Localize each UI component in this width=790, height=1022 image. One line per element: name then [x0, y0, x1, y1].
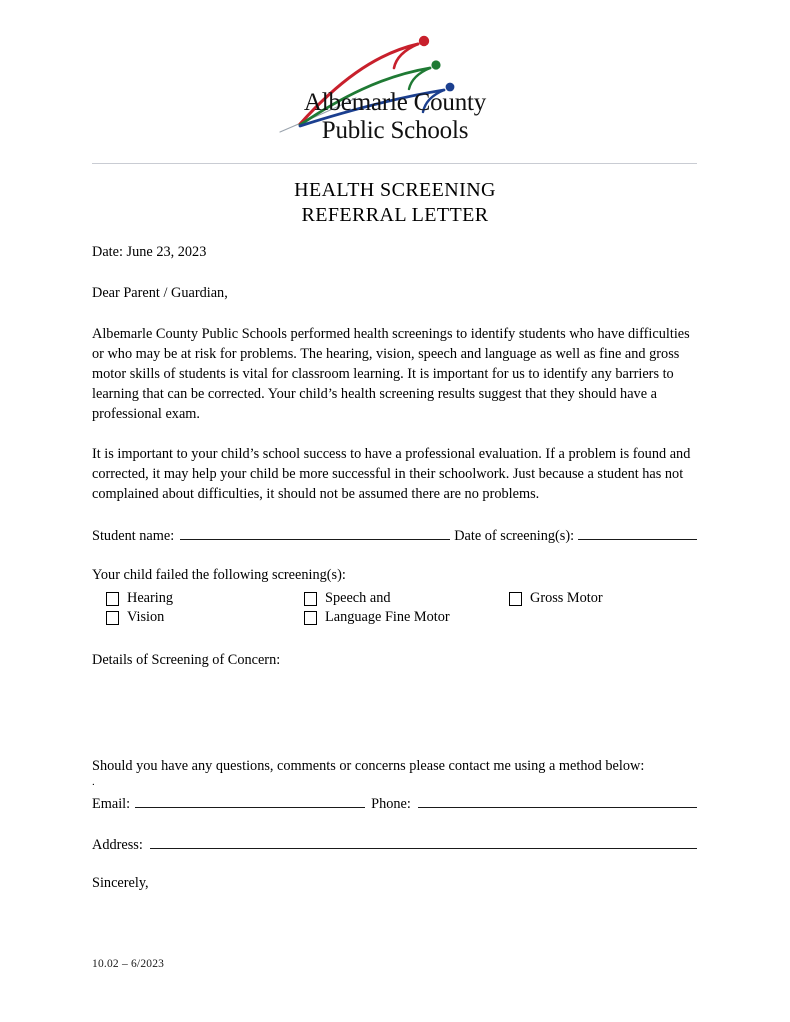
screening-option-speech-and-label: Speech and	[325, 590, 391, 606]
school-logo	[0, 32, 790, 152]
letter-body	[92, 242, 697, 893]
closing: Sincerely,	[92, 875, 149, 891]
screening-option-vision-label: Vision	[127, 609, 165, 625]
page-title-line-2: REFERRAL LETTER	[301, 204, 489, 226]
phone-input[interactable]	[418, 793, 697, 808]
screening-section-heading: Your child failed the following screening(s):	[92, 567, 346, 583]
footer-revision-code: 10.02 – 6/2023	[92, 958, 165, 970]
page-title	[0, 178, 790, 228]
header-divider	[92, 163, 697, 164]
page-title-line-1: HEALTH SCREENING	[294, 179, 496, 201]
checkbox-gross-motor-icon[interactable]	[509, 592, 522, 606]
screening-date-label: Date of screening(s):	[454, 528, 575, 544]
paragraph-2: It is important to your child’s school success to have a professional evaluation. If a problem is found and corrected, it may help your child be more successful in their schoolwork. Just because a student has not complained about difficulties, it should not be assumed there are no problems.	[92, 446, 691, 502]
phone-label: Phone:	[371, 796, 411, 812]
screening-option-language-fine-motor-label: Language Fine Motor	[325, 609, 450, 625]
details-of-concern-input[interactable]	[92, 670, 697, 756]
details-of-concern-label: Details of Screening of Concern:	[92, 652, 281, 668]
checkbox-hearing-icon[interactable]	[106, 592, 119, 606]
checkbox-speech-and-icon[interactable]	[304, 592, 317, 606]
logo-wordmark	[278, 90, 513, 143]
screening-option-hearing[interactable]	[106, 589, 173, 608]
student-info-row	[92, 525, 697, 546]
address-input[interactable]	[150, 834, 697, 849]
email-input[interactable]	[135, 793, 365, 808]
paragraph-1: Albemarle County Public Schools performed health screenings to identify students who have difficulties or who may be at risk for problems. The hearing, vision, speech and language as well as fine and gross motor skills of students is vital for classroom learning. It is important for us to identify any barriers to learning that can be corrected. Your child’s health screening results suggest that they should have a professional exam.	[92, 326, 690, 422]
screening-option-gross-motor-label: Gross Motor	[530, 590, 603, 606]
logo-line-2: Public Schools	[321, 117, 469, 144]
screening-option-language-fine-motor[interactable]	[304, 608, 450, 627]
screening-date-input[interactable]	[578, 525, 697, 540]
screening-option-hearing-label: Hearing	[127, 590, 174, 606]
date-line: Date: June 23, 2023	[92, 244, 207, 260]
checkbox-language-fine-motor-icon[interactable]	[304, 611, 317, 625]
contact-intro: Should you have any questions, comments or concerns please contact me using a method below:	[92, 758, 645, 774]
email-label: Email:	[92, 796, 131, 812]
screening-option-vision[interactable]	[106, 608, 164, 627]
screening-option-gross-motor[interactable]	[509, 589, 603, 608]
screening-option-speech-and[interactable]	[304, 589, 391, 608]
screening-checkbox-grid	[92, 589, 697, 633]
logo-line-1: Albemarle County	[303, 89, 487, 116]
student-name-label: Student name:	[92, 528, 175, 544]
checkbox-vision-icon[interactable]	[106, 611, 119, 625]
address-row	[92, 834, 697, 855]
salutation: Dear Parent / Guardian,	[92, 285, 228, 301]
address-label: Address:	[92, 837, 143, 853]
email-phone-row	[92, 793, 697, 814]
stray-period: .	[92, 776, 95, 788]
student-name-input[interactable]	[180, 525, 450, 540]
